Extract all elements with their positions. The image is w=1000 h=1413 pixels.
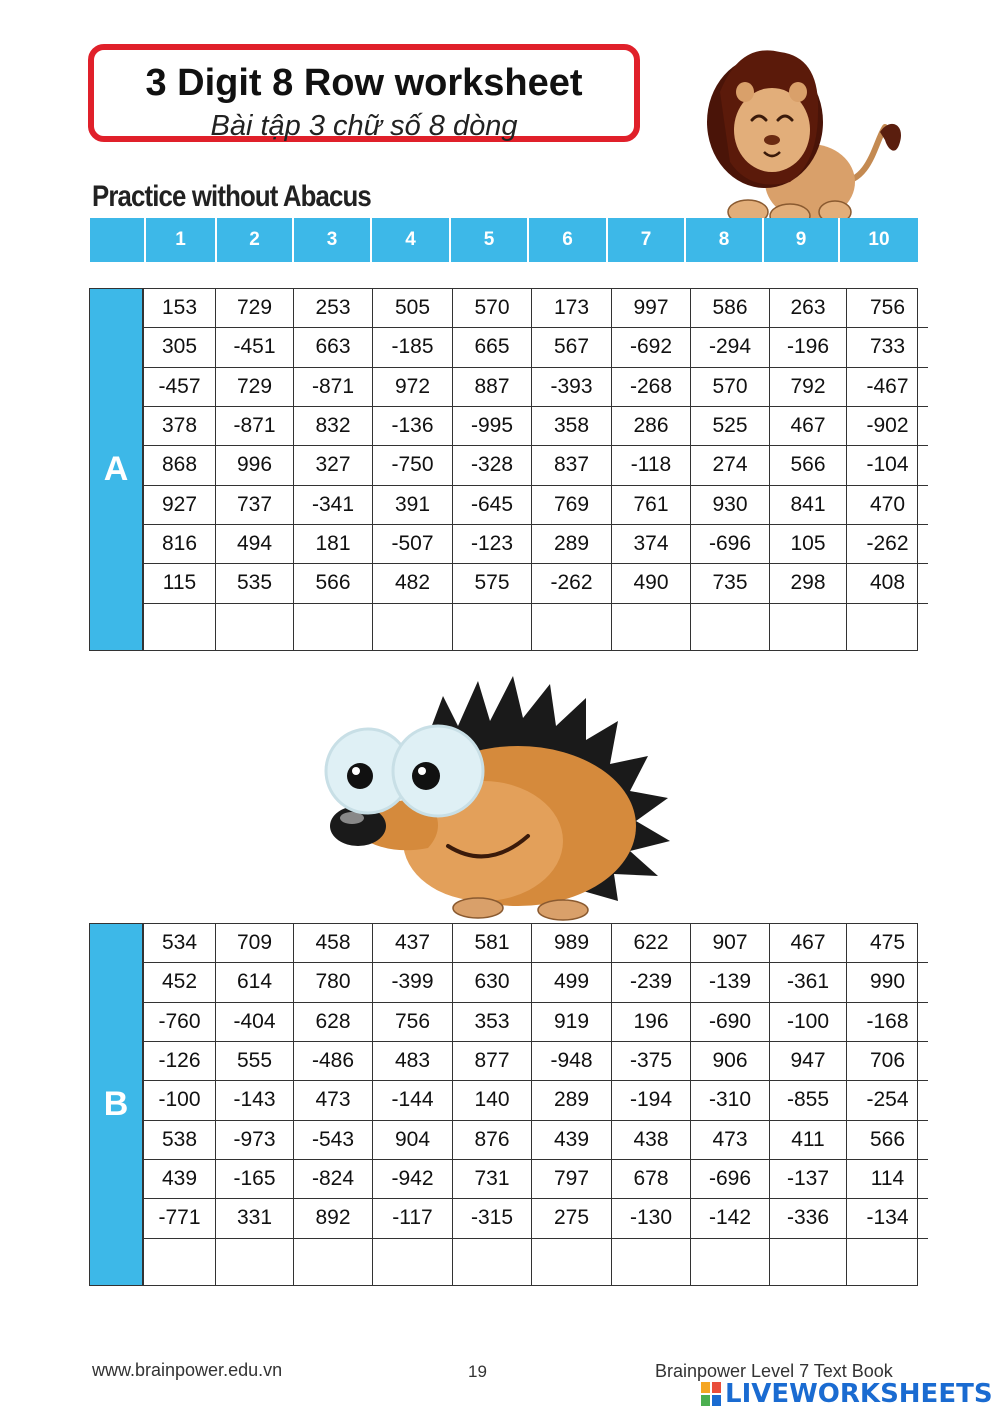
number-cell: 358 — [532, 406, 612, 445]
answer-cell[interactable] — [294, 1238, 373, 1285]
number-cell: -486 — [294, 1041, 373, 1080]
number-cell: 868 — [144, 446, 216, 485]
number-cell: -690 — [691, 1002, 770, 1041]
number-cell: 919 — [532, 1002, 612, 1041]
number-cell: -760 — [144, 1002, 216, 1041]
practice-heading: Practice without Abacus — [92, 180, 371, 213]
number-cell: 153 — [144, 289, 216, 328]
number-cell: 391 — [373, 485, 453, 524]
number-cell: 733 — [847, 328, 929, 367]
answer-cell[interactable] — [691, 1238, 770, 1285]
number-cell: 275 — [532, 1199, 612, 1238]
answer-cell[interactable] — [216, 1238, 294, 1285]
number-cell: 452 — [144, 963, 216, 1002]
number-cell: 483 — [373, 1041, 453, 1080]
column-header: 9 — [762, 218, 838, 262]
answer-cell[interactable] — [847, 1238, 929, 1285]
title-box — [88, 44, 640, 142]
number-cell: 263 — [770, 289, 847, 328]
number-cell: 756 — [373, 1002, 453, 1041]
answer-cell[interactable] — [373, 603, 453, 650]
number-cell: 286 — [612, 406, 691, 445]
number-cell: 467 — [770, 924, 847, 963]
number-cell: 196 — [612, 1002, 691, 1041]
answer-cell[interactable] — [612, 603, 691, 650]
number-cell: 499 — [532, 963, 612, 1002]
number-cell: 841 — [770, 485, 847, 524]
number-cell: 729 — [216, 367, 294, 406]
number-cell: 439 — [144, 1159, 216, 1198]
number-cell: -902 — [847, 406, 929, 445]
column-header: 6 — [527, 218, 606, 262]
number-cell: 566 — [770, 446, 847, 485]
number-cell: 780 — [294, 963, 373, 1002]
number-cell: -104 — [847, 446, 929, 485]
number-cell: 996 — [216, 446, 294, 485]
number-cell: -341 — [294, 485, 373, 524]
number-cell: -451 — [216, 328, 294, 367]
section-b-grid — [89, 923, 918, 1286]
number-cell: -136 — [373, 406, 453, 445]
number-cell: 173 — [532, 289, 612, 328]
number-cell: 505 — [373, 289, 453, 328]
number-cell: 555 — [216, 1041, 294, 1080]
number-cell: -824 — [294, 1159, 373, 1198]
number-cell: 927 — [144, 485, 216, 524]
number-cell: 570 — [453, 289, 532, 328]
number-cell: 876 — [453, 1120, 532, 1159]
number-cell: 581 — [453, 924, 532, 963]
number-cell: 887 — [453, 367, 532, 406]
number-cell: -144 — [373, 1081, 453, 1120]
number-cell: 353 — [453, 1002, 532, 1041]
number-cell: -375 — [612, 1041, 691, 1080]
table-row — [144, 524, 929, 563]
number-cell: 374 — [612, 524, 691, 563]
number-cell: 930 — [691, 485, 770, 524]
number-cell: -696 — [691, 524, 770, 563]
table-row — [144, 328, 929, 367]
number-cell: -294 — [691, 328, 770, 367]
number-cell: -100 — [770, 1002, 847, 1041]
number-cell: 816 — [144, 524, 216, 563]
number-cell: -543 — [294, 1120, 373, 1159]
answer-cell[interactable] — [612, 1238, 691, 1285]
hedgehog-illustration — [318, 676, 698, 922]
number-cell: -404 — [216, 1002, 294, 1041]
number-cell: 140 — [453, 1081, 532, 1120]
number-cell: -165 — [216, 1159, 294, 1198]
answer-cell[interactable] — [532, 603, 612, 650]
table-row — [144, 1159, 929, 1198]
number-cell: 706 — [847, 1041, 929, 1080]
number-cell: 566 — [294, 564, 373, 603]
number-cell: -692 — [612, 328, 691, 367]
page-number: 19 — [468, 1362, 487, 1381]
column-header: 7 — [606, 218, 684, 262]
number-cell: -123 — [453, 524, 532, 563]
number-cell: 731 — [453, 1159, 532, 1198]
number-cell: 567 — [532, 328, 612, 367]
column-header: 10 — [838, 218, 918, 262]
number-cell: 378 — [144, 406, 216, 445]
number-cell: 678 — [612, 1159, 691, 1198]
number-cell: 105 — [770, 524, 847, 563]
number-cell: 797 — [532, 1159, 612, 1198]
header-corner — [90, 218, 144, 262]
number-cell: -750 — [373, 446, 453, 485]
answer-cell[interactable] — [216, 603, 294, 650]
lion-illustration — [700, 32, 910, 232]
number-cell: 289 — [532, 524, 612, 563]
number-cell: 997 — [612, 289, 691, 328]
answer-cell[interactable] — [453, 1238, 532, 1285]
column-header-row — [90, 218, 918, 262]
number-cell: 756 — [847, 289, 929, 328]
number-cell: 614 — [216, 963, 294, 1002]
answer-cell[interactable] — [373, 1238, 453, 1285]
section-a-label: A — [90, 289, 143, 650]
number-cell: 482 — [373, 564, 453, 603]
number-cell: 458 — [294, 924, 373, 963]
number-cell: 439 — [532, 1120, 612, 1159]
number-cell: 327 — [294, 446, 373, 485]
number-cell: -262 — [532, 564, 612, 603]
number-cell: -336 — [770, 1199, 847, 1238]
number-cell: 570 — [691, 367, 770, 406]
number-cell: 289 — [532, 1081, 612, 1120]
number-cell: -361 — [770, 963, 847, 1002]
number-cell: 115 — [144, 564, 216, 603]
number-cell: 298 — [770, 564, 847, 603]
number-cell: -696 — [691, 1159, 770, 1198]
number-cell: 630 — [453, 963, 532, 1002]
table-row — [144, 1002, 929, 1041]
number-cell: 737 — [216, 485, 294, 524]
number-cell: -168 — [847, 1002, 929, 1041]
number-cell: 709 — [216, 924, 294, 963]
number-cell: 437 — [373, 924, 453, 963]
number-cell: 729 — [216, 289, 294, 328]
answer-cell[interactable] — [144, 1238, 216, 1285]
number-cell: 331 — [216, 1199, 294, 1238]
number-cell: 989 — [532, 924, 612, 963]
number-cell: 566 — [847, 1120, 929, 1159]
number-cell: 438 — [612, 1120, 691, 1159]
section-a-grid — [89, 288, 918, 651]
answer-cell[interactable] — [453, 603, 532, 650]
number-cell: 575 — [453, 564, 532, 603]
number-cell: -855 — [770, 1081, 847, 1120]
number-cell: -262 — [847, 524, 929, 563]
table-row — [144, 564, 929, 603]
number-cell: 467 — [770, 406, 847, 445]
number-cell: -239 — [612, 963, 691, 1002]
table-row — [144, 485, 929, 524]
column-header: 1 — [144, 218, 215, 262]
number-cell: -467 — [847, 367, 929, 406]
number-cell: -948 — [532, 1041, 612, 1080]
number-cell: 837 — [532, 446, 612, 485]
footer-website: www.brainpower.edu.vn — [92, 1360, 283, 1380]
number-cell: -399 — [373, 963, 453, 1002]
number-cell: 181 — [294, 524, 373, 563]
number-cell: 494 — [216, 524, 294, 563]
number-cell: 947 — [770, 1041, 847, 1080]
answer-cell[interactable] — [532, 1238, 612, 1285]
answer-cell[interactable] — [144, 603, 216, 650]
number-cell: -117 — [373, 1199, 453, 1238]
number-cell: 906 — [691, 1041, 770, 1080]
number-cell: -254 — [847, 1081, 929, 1120]
number-cell: 972 — [373, 367, 453, 406]
number-cell: 792 — [770, 367, 847, 406]
number-cell: -118 — [612, 446, 691, 485]
table-row — [144, 1199, 929, 1238]
answer-row — [144, 603, 929, 650]
column-header: 4 — [370, 218, 449, 262]
number-cell: -137 — [770, 1159, 847, 1198]
number-cell: 305 — [144, 328, 216, 367]
number-cell: 525 — [691, 406, 770, 445]
table-row — [144, 1120, 929, 1159]
number-cell: 534 — [144, 924, 216, 963]
number-cell: 274 — [691, 446, 770, 485]
number-cell: -328 — [453, 446, 532, 485]
number-cell: -457 — [144, 367, 216, 406]
table-row — [144, 446, 929, 485]
number-cell: 892 — [294, 1199, 373, 1238]
number-cell: -310 — [691, 1081, 770, 1120]
number-cell: -393 — [532, 367, 612, 406]
number-cell: 473 — [294, 1081, 373, 1120]
number-cell: -507 — [373, 524, 453, 563]
answer-row — [144, 1238, 929, 1285]
number-cell: 253 — [294, 289, 373, 328]
number-cell: -196 — [770, 328, 847, 367]
column-header: 5 — [449, 218, 527, 262]
number-cell: -942 — [373, 1159, 453, 1198]
table-row — [144, 963, 929, 1002]
number-cell: 475 — [847, 924, 929, 963]
number-cell: 990 — [847, 963, 929, 1002]
worksheet-subtitle: Bài tập 3 chữ số 8 dòng — [210, 110, 518, 142]
answer-cell[interactable] — [294, 603, 373, 650]
number-cell: -185 — [373, 328, 453, 367]
answer-cell[interactable] — [847, 603, 929, 650]
section-a-table — [143, 289, 928, 650]
column-header: 3 — [292, 218, 370, 262]
number-cell: -995 — [453, 406, 532, 445]
number-cell: 769 — [532, 485, 612, 524]
number-cell: 114 — [847, 1159, 929, 1198]
number-cell: 761 — [612, 485, 691, 524]
number-cell: 535 — [216, 564, 294, 603]
number-cell: 904 — [373, 1120, 453, 1159]
number-cell: -130 — [612, 1199, 691, 1238]
worksheet-title: 3 Digit 8 Row worksheet — [145, 62, 583, 104]
number-cell: 832 — [294, 406, 373, 445]
liveworksheets-mark-icon — [700, 1381, 722, 1407]
number-cell: 411 — [770, 1120, 847, 1159]
section-b-label: B — [90, 924, 143, 1285]
column-header: 8 — [684, 218, 762, 262]
number-cell: -142 — [691, 1199, 770, 1238]
number-cell: 907 — [691, 924, 770, 963]
number-cell: -973 — [216, 1120, 294, 1159]
footer-book-title: Brainpower Level 7 Text Book — [655, 1361, 893, 1381]
number-cell: -100 — [144, 1081, 216, 1120]
number-cell: -194 — [612, 1081, 691, 1120]
number-cell: 665 — [453, 328, 532, 367]
answer-cell[interactable] — [770, 1238, 847, 1285]
number-cell: -871 — [294, 367, 373, 406]
number-cell: -871 — [216, 406, 294, 445]
table-row — [144, 406, 929, 445]
number-cell: 538 — [144, 1120, 216, 1159]
table-row — [144, 289, 929, 328]
number-cell: -134 — [847, 1199, 929, 1238]
number-cell: -126 — [144, 1041, 216, 1080]
number-cell: -771 — [144, 1199, 216, 1238]
liveworksheets-logo — [700, 1380, 993, 1408]
section-b-table — [143, 924, 928, 1285]
answer-cell[interactable] — [691, 603, 770, 650]
number-cell: 628 — [294, 1002, 373, 1041]
number-cell: 622 — [612, 924, 691, 963]
liveworksheets-logo-text: LIVEWORKSHEETS — [725, 1379, 993, 1409]
number-cell: 735 — [691, 564, 770, 603]
number-cell: -645 — [453, 485, 532, 524]
number-cell: 490 — [612, 564, 691, 603]
number-cell: -143 — [216, 1081, 294, 1120]
column-header: 2 — [215, 218, 292, 262]
answer-cell[interactable] — [770, 603, 847, 650]
table-row — [144, 1081, 929, 1120]
number-cell: 663 — [294, 328, 373, 367]
table-row — [144, 924, 929, 963]
number-cell: 586 — [691, 289, 770, 328]
number-cell: -315 — [453, 1199, 532, 1238]
table-row — [144, 367, 929, 406]
table-row — [144, 1041, 929, 1080]
number-cell: 877 — [453, 1041, 532, 1080]
number-cell: 470 — [847, 485, 929, 524]
number-cell: 473 — [691, 1120, 770, 1159]
number-cell: -268 — [612, 367, 691, 406]
number-cell: -139 — [691, 963, 770, 1002]
number-cell: 408 — [847, 564, 929, 603]
